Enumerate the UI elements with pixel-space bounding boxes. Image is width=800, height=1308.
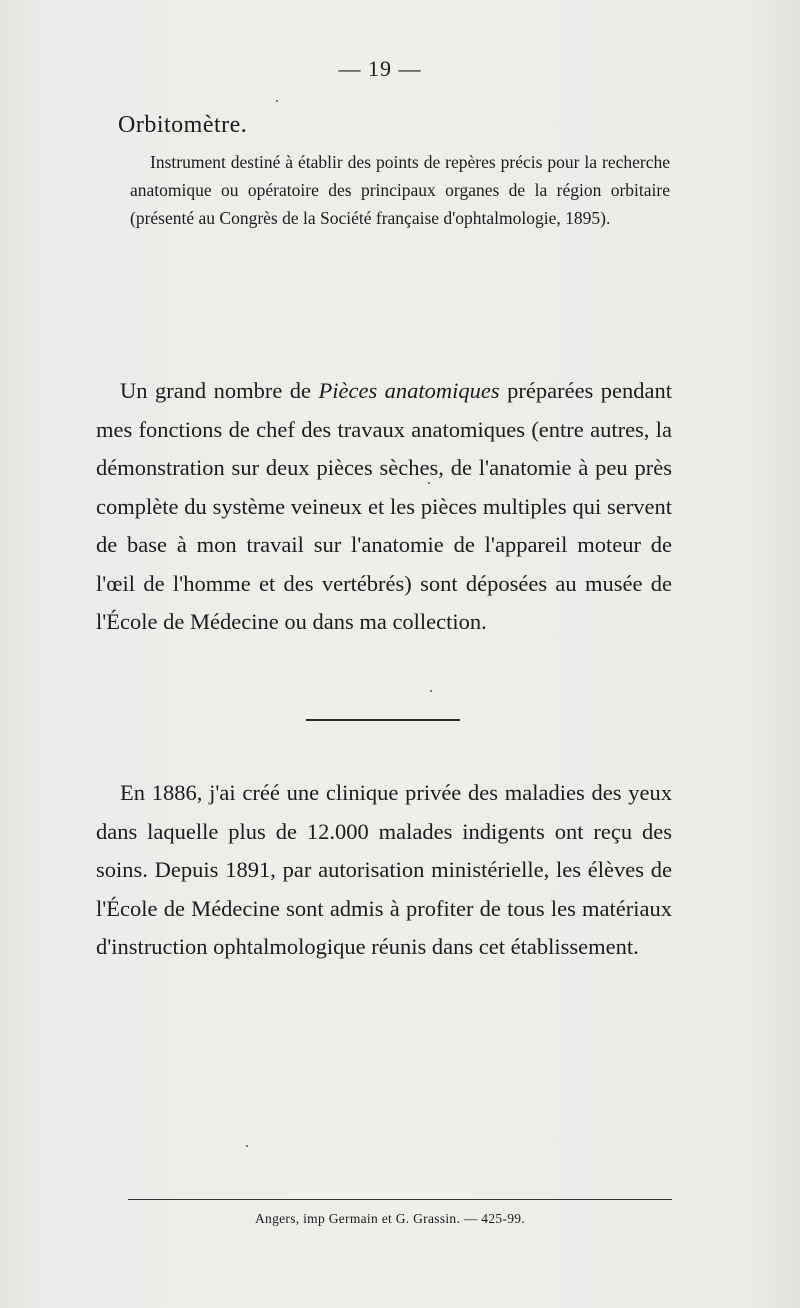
paper-speck — [428, 482, 430, 484]
paragraph-clinique: En 1886, j'ai créé une clinique privée des maladies des yeux dans laquelle plus de 12.000 malades indigents ont reçu des soins. Depuis 1891, par autorisation ministérielle, les élèves de l'École de Médecine sont admis à profiter de tous les matériaux d'instruction ophtalmologique réunis dans cet établissement. — [96, 780, 672, 959]
section-divider — [306, 719, 460, 721]
section-title-orbitometre: Orbitomètre. — [118, 112, 248, 138]
paper-speck — [276, 100, 278, 102]
paper-speck — [246, 1145, 248, 1147]
page-number: — 19 — — [338, 56, 422, 81]
footer-rule — [128, 1199, 672, 1200]
paragraph-pieces-anatomiques — [96, 372, 672, 642]
orbitometre-description: Instrument destiné à établir des points de repères précis pour la recherche anatomique ou opératoire des principaux organes de la région orbitaire (présenté au Congrès de la Société française d'ophtalmologie, 1895). — [130, 152, 670, 228]
pieces-italic-title: Pièces anatomiques — [318, 378, 500, 403]
paper-speck — [430, 690, 432, 692]
printer-imprint: Angers, imp Germain et G. Grassin. — 425-99. — [254, 1211, 526, 1226]
pieces-lead-text: Un grand nombre de — [120, 378, 312, 403]
pieces-body-text: préparées pendant mes fonctions de chef des travaux anatomiques (entre autres, la démonstration sur deux pièces sèches, de l'anatomie à peu près complète du système veineux et les pièces multiples qui servent de base à mon travail sur l'anatomie de l'appareil moteur de l'œil de l'homme et des vertébrés) sont déposées au musée de l'École de Médecine ou dans ma collection. — [96, 378, 672, 634]
